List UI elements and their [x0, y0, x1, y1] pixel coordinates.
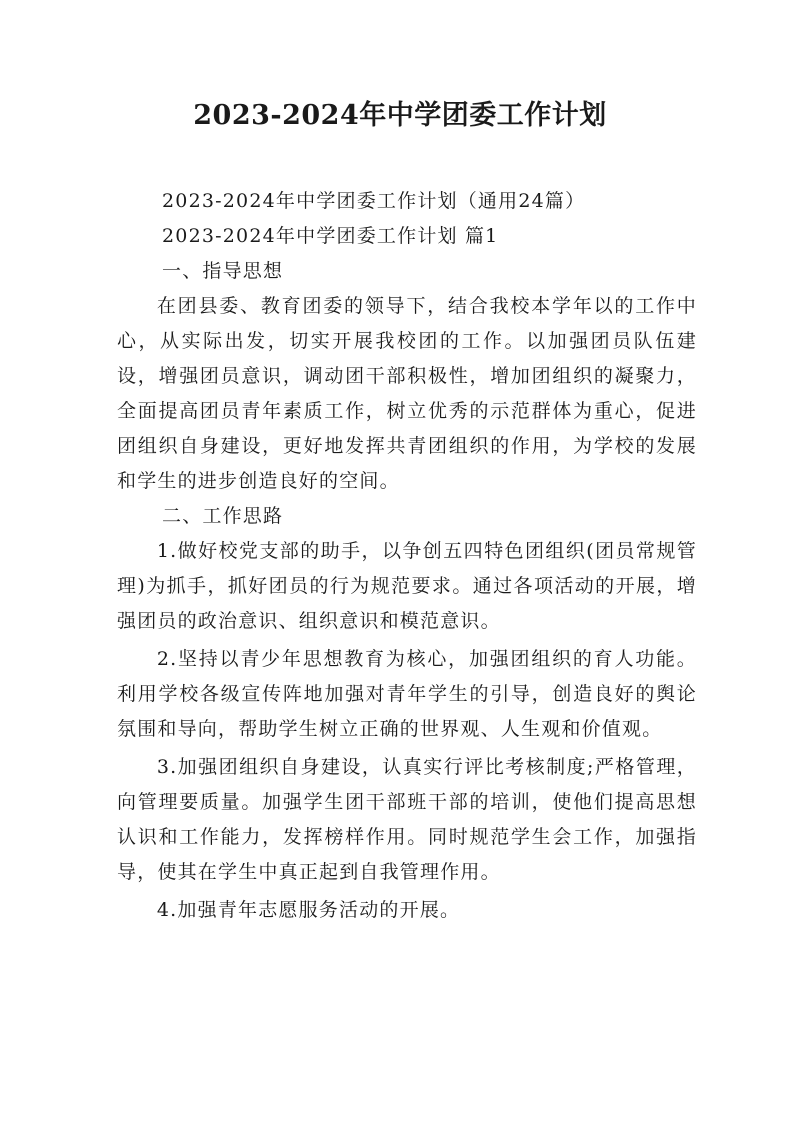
subtitle-full: 2023-2024年中学团委工作计划（通用24篇）	[162, 190, 586, 212]
work-item-4: 4.加强青年志愿服务活动的开展。	[156, 899, 461, 921]
section1-paragraph: 在团县委、教育团委的领导下，结合我校本学年以的工作中心，从实际出发，切实开展我校团的工作。以加强团员队伍建设，增强团员意识，调动团干部积极性，增加团组织的凝聚力，全面提高团员青年素质工作，树立优秀的示范群体为重心，促进团组织自身建设，更好地发挥共青团组织的作用，为学校的发展和学生的进步创造良好的空间。	[117, 295, 697, 492]
document-body	[117, 184, 697, 928]
section2-heading: 二、工作思路	[162, 505, 284, 527]
work-item-3: 3.加强团组织自身建设，认真实行评比考核制度;严格管理，向管理要质量。加强学生团干部班干部的培训，使他们提高思想认识和工作能力，发挥榜样作用。同时规范学生会工作，加强指导，使其在学生中真正起到自我管理作用。	[117, 756, 697, 883]
subtitle-part: 2023-2024年中学团委工作计划 篇1	[162, 225, 499, 247]
document-title: 2023-2024年中学团委工作计划	[193, 100, 607, 131]
work-item-1: 1.做好校党支部的助手，以争创五四特色团组织(团员常规管理)为抓手，抓好团员的行为规范要求。通过各项活动的开展，增强团员的政治意识、组织意识和模范意识。	[117, 540, 697, 632]
section1-heading: 一、指导思想	[162, 260, 284, 282]
work-item-2: 2.坚持以青少年思想教育为核心，加强团组织的育人功能。利用学校各级宣传阵地加强对青年学生的引导，创造良好的舆论氛围和导向，帮助学生树立正确的世界观、人生观和价值观。	[117, 648, 697, 740]
